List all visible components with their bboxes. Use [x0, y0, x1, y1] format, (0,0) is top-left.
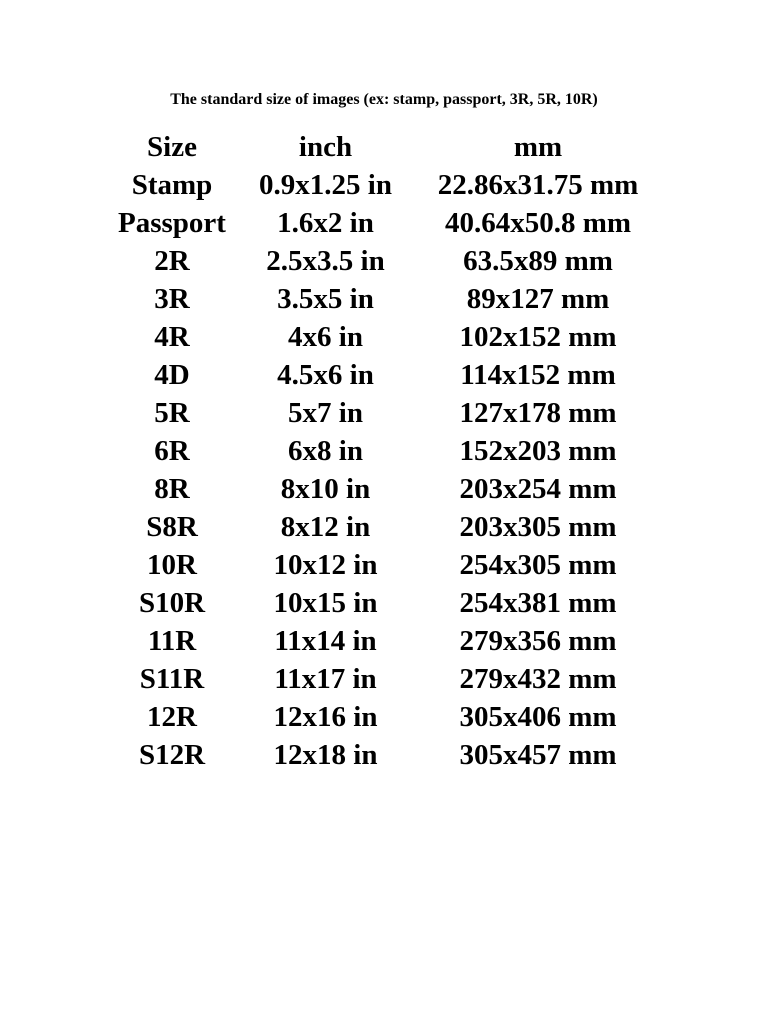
inch-cell: 2.5x3.5 in — [266, 245, 385, 277]
table-row — [0, 736, 768, 774]
mm-cell: 152x203 mm — [459, 435, 617, 467]
size-cell: 5R — [154, 397, 190, 429]
size-cell: S10R — [138, 587, 206, 619]
inch-cell: 1.6x2 in — [277, 207, 374, 239]
table-row — [0, 698, 768, 736]
size-cell: 6R — [154, 435, 190, 467]
mm-cell: 102x152 mm — [459, 321, 617, 353]
size-cell: 4D — [154, 359, 190, 391]
table-row — [0, 318, 768, 356]
size-table — [0, 128, 768, 774]
mm-cell: 22.86x31.75 mm — [437, 169, 639, 201]
table-row — [0, 394, 768, 432]
inch-cell: 4x6 in — [288, 321, 363, 353]
table-row — [0, 242, 768, 280]
mm-cell: 305x457 mm — [459, 739, 617, 771]
table-row — [0, 660, 768, 698]
size-cell: S11R — [139, 663, 205, 695]
mm-cell: 40.64x50.8 mm — [444, 207, 632, 239]
size-cell: S12R — [138, 739, 206, 771]
mm-cell: 254x305 mm — [459, 549, 617, 581]
table-header-row — [0, 128, 768, 166]
header-size: Size — [147, 131, 197, 163]
header-inch: inch — [298, 131, 353, 163]
inch-cell: 0.9x1.25 in — [259, 169, 392, 201]
size-cell: 4R — [154, 321, 190, 353]
mm-cell: 127x178 mm — [459, 397, 617, 429]
size-cell: 8R — [154, 473, 190, 505]
table-row — [0, 546, 768, 584]
header-mm: mm — [513, 131, 563, 163]
table-row — [0, 622, 768, 660]
table-row — [0, 470, 768, 508]
mm-cell: 89x127 mm — [466, 283, 610, 315]
inch-cell: 5x7 in — [288, 397, 363, 429]
table-row — [0, 204, 768, 242]
table-row — [0, 584, 768, 622]
mm-cell: 279x432 mm — [459, 663, 617, 695]
document-title: The standard size of images (ex: stamp, passport, 3R, 5R, 10R) — [170, 91, 598, 108]
inch-cell: 6x8 in — [288, 435, 363, 467]
inch-cell: 10x15 in — [273, 587, 378, 619]
size-cell: S8R — [146, 511, 198, 543]
size-cell: Stamp — [131, 169, 213, 201]
mm-cell: 203x254 mm — [459, 473, 617, 505]
inch-cell: 12x18 in — [273, 739, 378, 771]
mm-cell: 305x406 mm — [459, 701, 617, 733]
table-row — [0, 166, 768, 204]
mm-cell: 114x152 mm — [460, 359, 616, 391]
inch-cell: 11x14 in — [274, 625, 377, 657]
inch-cell: 11x17 in — [274, 663, 377, 695]
size-cell: 2R — [154, 245, 190, 277]
size-cell: 10R — [147, 549, 197, 581]
inch-cell: 4.5x6 in — [277, 359, 374, 391]
mm-cell: 203x305 mm — [459, 511, 617, 543]
size-cell: 11R — [147, 625, 197, 657]
mm-cell: 63.5x89 mm — [463, 245, 613, 277]
size-cell: Passport — [118, 207, 226, 239]
table-body — [0, 166, 768, 774]
table-row — [0, 280, 768, 318]
mm-cell: 279x356 mm — [459, 625, 617, 657]
inch-cell: 10x12 in — [273, 549, 378, 581]
inch-cell: 8x10 in — [280, 473, 371, 505]
size-cell: 3R — [154, 283, 190, 315]
table-row — [0, 432, 768, 470]
table-row — [0, 508, 768, 546]
inch-cell: 3.5x5 in — [277, 283, 374, 315]
size-cell: 12R — [147, 701, 197, 733]
inch-cell: 8x12 in — [280, 511, 371, 543]
table-row — [0, 356, 768, 394]
mm-cell: 254x381 mm — [459, 587, 617, 619]
inch-cell: 12x16 in — [273, 701, 378, 733]
